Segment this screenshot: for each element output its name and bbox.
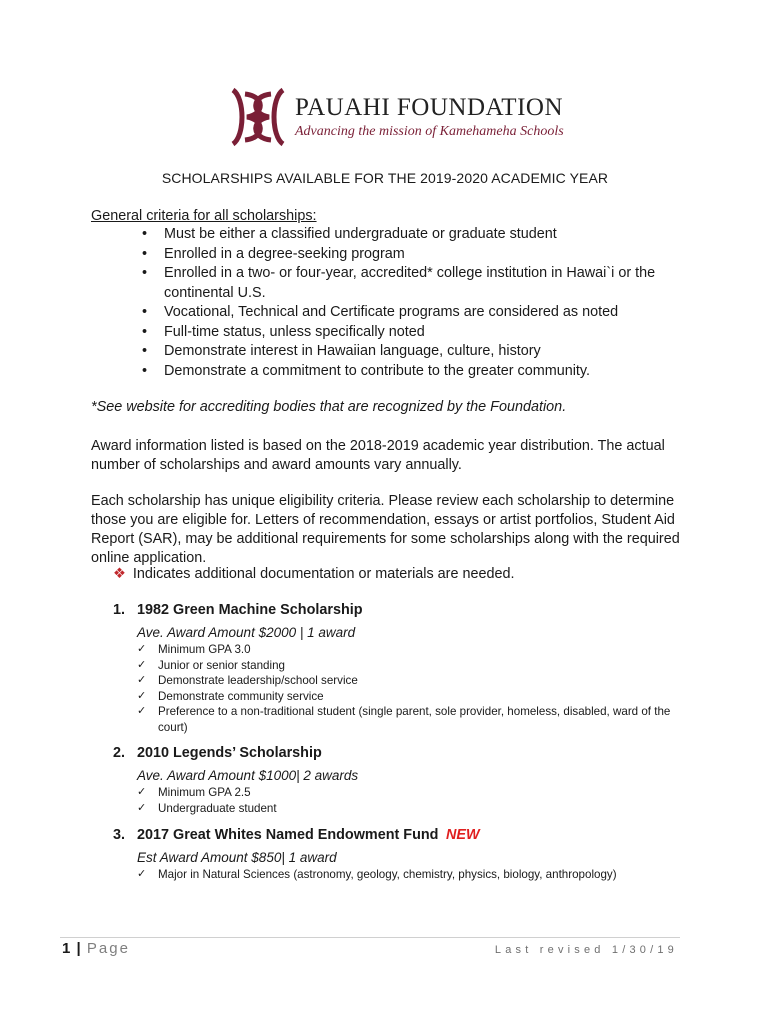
diamond-icon: ❖ xyxy=(113,566,126,582)
scholarship-heading xyxy=(0,827,700,847)
page-label: Page xyxy=(86,940,130,957)
accreditation-footnote: *See website for accrediting bodies that are recognized by the Foundation. xyxy=(91,399,567,415)
page-number-value: 1 xyxy=(62,940,71,957)
eligibility-paragraph: Each scholarship has unique eligibility criteria. Please review each scholarship to determine those you are eligible for. Letters of recommendation, essays or artist portfolios, Student Aid Report (SAR), may be additional requirements for some scholarships along with the required online application. xyxy=(91,493,680,566)
list-item xyxy=(0,342,700,362)
criteria-item-text: Full-time status, unless specifically noted xyxy=(164,323,425,340)
list-item xyxy=(0,658,683,674)
requirement-text: Major in Natural Sciences (astronomy, geology, chemistry, physics, biology, anthropology) xyxy=(158,868,617,881)
requirement-text: Demonstrate community service xyxy=(158,689,324,703)
bullet-icon: • xyxy=(142,323,148,340)
requirements-list xyxy=(0,867,700,883)
list-item xyxy=(0,689,683,705)
requirement-text: Junior or senior standing xyxy=(158,658,285,672)
check-icon: ✓ xyxy=(137,786,147,798)
award-amount: Est Award Amount $850| 1 award xyxy=(137,850,337,865)
list-item xyxy=(0,673,683,689)
requirement-text: Demonstrate leadership/school service xyxy=(158,674,358,687)
scholarship-number: 1. xyxy=(113,602,126,618)
scholarship-entry xyxy=(0,745,700,816)
list-item xyxy=(0,245,700,265)
check-icon: ✓ xyxy=(137,643,147,655)
list-item xyxy=(0,785,683,801)
indicator-text: Indicates additional documentation or materials are needed. xyxy=(132,566,515,582)
bullet-icon: • xyxy=(142,362,148,379)
requirement-text: Minimum GPA 3.0 xyxy=(158,643,251,656)
check-icon: ✓ xyxy=(137,705,147,717)
scholarship-number: 2. xyxy=(113,745,126,761)
new-badge: NEW xyxy=(446,827,480,843)
page-separator: | xyxy=(76,940,81,957)
brand-tagline: Advancing the mission of Kamehameha Schools xyxy=(295,124,564,139)
scholarship-name: 1982 Green Machine Scholarship xyxy=(137,602,363,618)
list-item xyxy=(0,362,700,382)
foundation-logo xyxy=(225,84,564,152)
page-title: SCHOLARSHIPS AVAILABLE FOR THE 2019-2020 ACADEMIC YEAR xyxy=(161,170,609,186)
criteria-item-text: Must be either a classified undergraduate or graduate student xyxy=(164,226,557,242)
scholarship-name: 2017 Great Whites Named Endowment Fund xyxy=(137,827,439,843)
bullet-icon: • xyxy=(142,304,148,320)
criteria-list xyxy=(0,225,700,381)
footer-divider xyxy=(60,937,680,938)
bullet-icon: • xyxy=(142,245,148,262)
list-item xyxy=(0,264,684,303)
documentation-indicator xyxy=(113,566,515,582)
scholarship-name: 2010 Legends’ Scholarship xyxy=(137,745,322,761)
last-revised-date: Last revised 1/30/19 xyxy=(494,944,678,956)
list-item xyxy=(0,323,700,343)
list-item xyxy=(0,225,700,245)
list-item xyxy=(0,801,683,817)
check-icon: ✓ xyxy=(137,689,147,702)
requirement-text: Undergraduate student xyxy=(158,801,277,815)
award-info-paragraph: Award information listed is based on the 2018-2019 academic year distribution. The actual number of scholarships and award amounts vary annually. xyxy=(91,438,665,473)
award-amount: Ave. Award Amount $1000| 2 awards xyxy=(137,768,359,783)
scholarship-entry xyxy=(0,602,700,735)
award-amount: Ave. Award Amount $2000 | 1 award xyxy=(137,625,356,640)
criteria-item-text: Vocational, Technical and Certificate programs are considered as noted xyxy=(164,304,619,320)
scholarship-entry xyxy=(0,827,700,883)
check-icon: ✓ xyxy=(137,868,147,880)
criteria-heading: General criteria for all scholarships: xyxy=(91,208,317,224)
list-item xyxy=(0,704,683,735)
requirement-text: Minimum GPA 2.5 xyxy=(158,786,251,799)
check-icon: ✓ xyxy=(137,801,147,814)
bullet-icon: • xyxy=(142,226,148,242)
requirements-list xyxy=(0,785,700,816)
list-item xyxy=(0,303,700,323)
criteria-item-text: Demonstrate interest in Hawaiian language, culture, history xyxy=(164,343,541,359)
criteria-item-text: Demonstrate a commitment to contribute to the greater community. xyxy=(164,362,591,379)
list-item xyxy=(0,642,683,658)
check-icon: ✓ xyxy=(137,674,147,686)
requirement-text: Preference to a non-traditional student (single parent, sole provider, homeless, disabled, ward of the court) xyxy=(158,705,671,734)
list-item xyxy=(0,867,738,883)
scholarship-heading xyxy=(0,745,700,765)
brand-name: PAUAHI FOUNDATION xyxy=(295,94,564,121)
page-number xyxy=(62,940,130,957)
scholarship-heading xyxy=(0,602,700,622)
check-icon: ✓ xyxy=(137,658,147,671)
scholarship-number: 3. xyxy=(113,827,126,843)
criteria-item-text: Enrolled in a two- or four-year, accredited* college institution in Hawai`i or the continental U.S. xyxy=(164,265,656,301)
criteria-item-text: Enrolled in a degree-seeking program xyxy=(164,245,405,262)
bullet-icon: • xyxy=(142,343,148,359)
pauahi-emblem-icon xyxy=(225,84,291,150)
bullet-icon: • xyxy=(142,265,148,281)
requirements-list xyxy=(0,642,700,735)
